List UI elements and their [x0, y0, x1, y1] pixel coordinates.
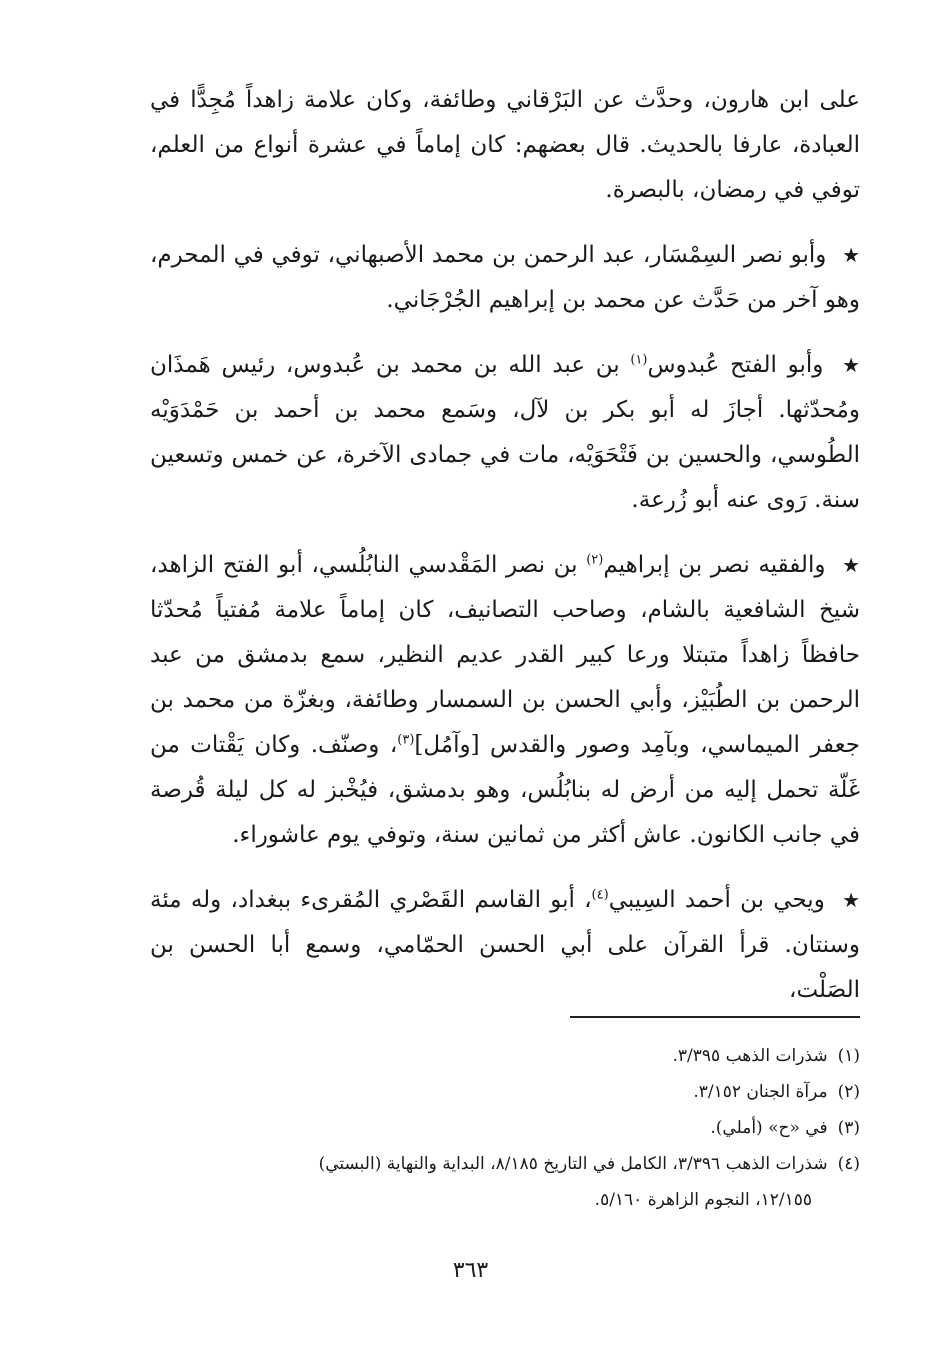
footnotes [150, 1038, 860, 1218]
star-icon: ★ [842, 553, 861, 577]
text-line: تحمل إليه من أرض له بنابُلُس، وهو بدمشق، فيُخْبز له كل ليلة قُرصة في [150, 777, 860, 848]
entry-nasr-ibn-ibrahim [150, 543, 860, 858]
text-line: وهو آخر من حَدَّث عن محمد بن إبراهيم الجُرْجَاني. [386, 287, 860, 313]
footnote-number: (٣) [837, 1118, 860, 1138]
text-line: والحسين بن فَتْحَوَيْه، مات في جمادى الآخرة، عن خمس وتسعين سنة. رَوى عنه [150, 442, 860, 513]
text-line: مئة وسنتان. قرأ القرآن على أبي الحسن الحمّامي، وسمع أبا الحسن بن الصَلْت، [150, 887, 860, 1003]
text-line: والفقيه نصر بن إبراهيم [603, 552, 826, 578]
footnote-number: (٤) [837, 1154, 860, 1174]
text-line: ، أبو القاسم القَصْري المُقرىء ببغداد، وله [190, 887, 592, 913]
entry-yahya-ibn-ahmad [150, 878, 860, 1013]
footnote-text: شذرات الذهب ٣/٣٩٦، الكامل في التاريخ ٨/١٨٥، البداية والنهاية (البستي) [318, 1154, 828, 1174]
entry-abu-alfath-abdus [150, 343, 860, 523]
footnote-text: ١٢/١٥٥، النجوم الزاهرة ٥/١٦٠. [594, 1190, 812, 1210]
footnote-4-continuation [150, 1182, 860, 1218]
text-line: مُحدّثا حافظاً زاهداً متبتلا ورعا كبير القدر عديم النظير، سمع بدمشق من عبد [150, 597, 860, 668]
footnote-ref[interactable]: (٢) [586, 552, 604, 568]
text-line: ومُحدّثها. أجازَ له أبو بكر بن لآل، وسَمع محمد بن أحمد بن حَمْدَوَيْه الطُوسي، [150, 397, 860, 468]
text-line: أبو زُرعة. [631, 487, 719, 513]
page-number: ٣٦٣ [452, 1258, 489, 1283]
footnote-1 [150, 1038, 860, 1074]
footnote-number: (١) [837, 1046, 860, 1066]
star-icon: ★ [842, 353, 860, 377]
star-icon: ★ [842, 888, 860, 912]
text-line: ، وصنّف. وكان يَقْتات من غَلّة [150, 732, 861, 803]
text-line: في رمضان، بالبصرة. [605, 177, 805, 203]
text-line: العبادة، عارفا بالحديث. قال بعضهم: كان إماماً في عشرة أنواع من العلم، توفي [150, 132, 860, 203]
footnote-4 [150, 1146, 860, 1182]
star-icon: ★ [842, 243, 861, 267]
footnote-number: (٢) [837, 1082, 860, 1102]
footnote-divider [570, 1016, 860, 1018]
text-line: بن نصر المَقْدسي النابُلُسي، أبو الفتح [222, 552, 587, 578]
footnote-text: مرآة الجنان ٣/١٥٢. [693, 1082, 828, 1102]
footnote-ref[interactable]: (٤) [591, 887, 609, 903]
text-line: الزاهد، شيخ الشافعية بالشام، وصاحب التصانيف، كان إماماً علامة مُفتياً [150, 552, 861, 623]
footnote-2 [150, 1074, 860, 1110]
footnote-ref[interactable]: (٣) [397, 732, 415, 748]
main-text [150, 78, 860, 1013]
text-line: جانب الكانون. عاش أكثر من ثمانين سنة، وتوفي يوم عاشوراء. [232, 822, 823, 848]
entry-continuation [150, 78, 860, 213]
footnote-text: في «ح» (أملي). [710, 1118, 828, 1138]
text-line: الرحمن بن الطُبَيْز، وأبي الحسن بن السمسار وطائفة، وبغزّة من محمد بن جعفر [150, 687, 860, 758]
entry-abu-nasr-alsimsar [150, 233, 860, 323]
text-line: ويحي بن أحمد السِيبي [608, 887, 825, 913]
text-line: على ابن هارون، وحدَّث عن البَرْقاني وطائفة، وكان علامة زاهداً مُجِدًّا في [150, 87, 860, 113]
text-line: بن عبد الله بن محمد بن عُبدوس، رئيس هَمذَان [150, 352, 631, 378]
footnote-ref[interactable]: (١) [630, 352, 648, 368]
text-line: وأبو نصر السِمْسَار، عبد الرحمن بن محمد الأصبهاني، توفي في المحرم، [150, 242, 827, 268]
footnote-3 [150, 1110, 860, 1146]
footnote-text: شذرات الذهب ٣/٣٩٥. [672, 1046, 828, 1066]
text-line: وأبو الفتح عُبدوس [647, 352, 824, 378]
text-line: الميماسي، وبآمِد وصور والقدس [وآمُل] [414, 732, 800, 758]
